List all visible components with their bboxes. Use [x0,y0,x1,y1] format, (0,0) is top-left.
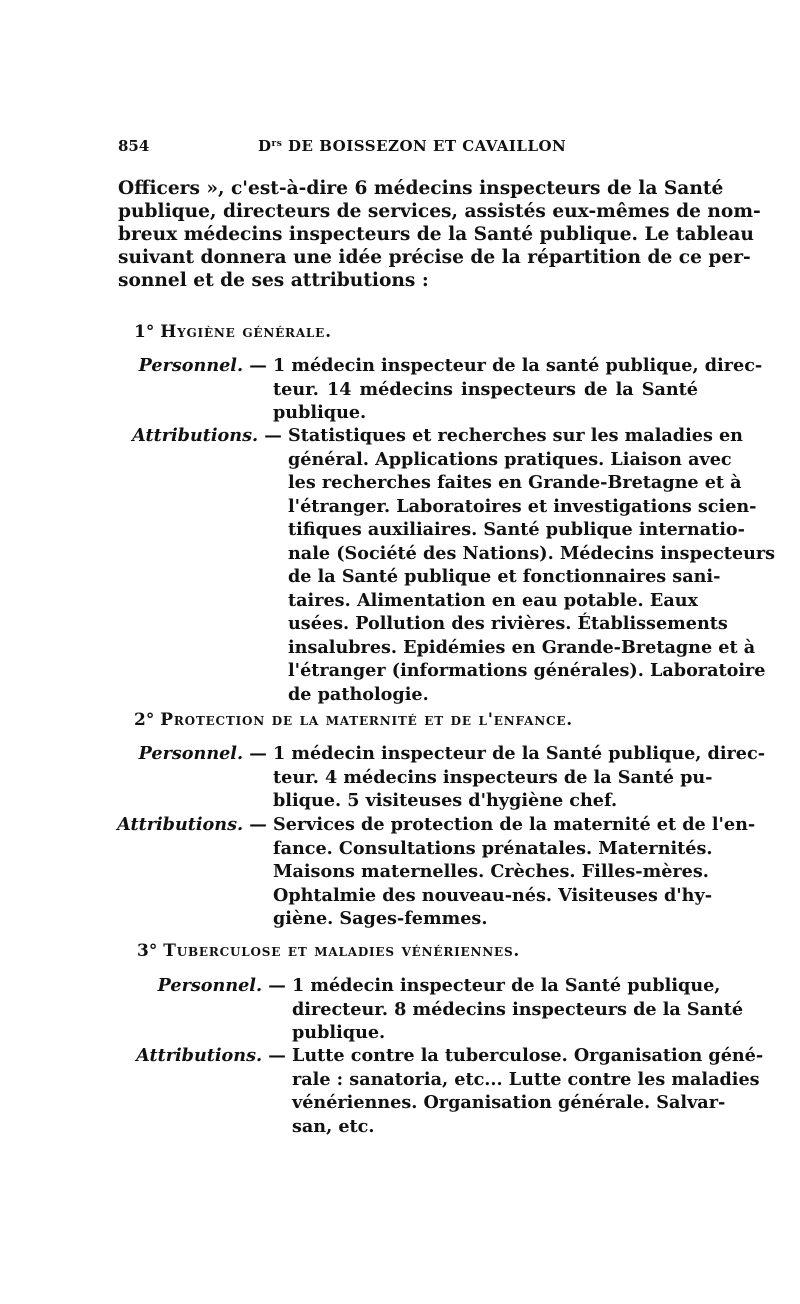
text-line: 1 médecin inspecteur de la Santé publique, [292,975,721,996]
attributions-label: Attributions. [132,425,259,446]
text-line: suivant donnera une idée précise de la répartition de ce per- [118,247,751,268]
section-heading [134,710,573,730]
text-line: insalubres. Epidémies en Grande-Bretagne et à [288,636,756,658]
text-line: Services de protection de la maternité et de l'en- [273,814,756,835]
running-title [258,137,566,155]
text-line: publique, directeurs de services, assistés eux-mêmes de nom- [118,201,761,222]
personnel-label: Personnel. [157,975,263,996]
text-line: l'étranger (informations générales). Laboratoire [288,660,766,681]
text-line: teur. 14 médecins inspecteurs de la Santé [273,378,698,400]
entry-label: Attributions. — [132,425,288,446]
text-line: Statistiques et recherches sur les maladies en [288,425,743,446]
running-head [118,137,698,159]
page-number: 854 [118,137,150,155]
text-line: 1 médecin inspecteur de la santé publique, direc- [273,355,763,376]
text-line: giène. Sages-femmes. [273,908,488,929]
text-line: de pathologie. [288,683,429,705]
text-line: fance. Consultations prénatales. Maternités. [273,837,713,859]
text-line: teur. 4 médecins inspecteurs de la Santé pu- [273,766,713,788]
entry-label: Personnel. — [138,743,273,764]
text-line: vénériennes. Organisation générale. Salvar- [292,1092,726,1113]
text-line: blique. 5 visiteuses d'hygiène chef. [273,790,618,811]
authors-prefix: D [258,137,272,155]
entry-label: Attributions. — [117,814,273,835]
attributions-label: Attributions. [136,1045,263,1066]
attributions-label: Attributions. [117,814,244,835]
entry-label: Attributions. — [136,1045,292,1066]
text-line: directeur. 8 médecins inspecteurs de la Santé [292,998,744,1020]
entry-label: Personnel. — [138,355,273,376]
text-line: taires. Alimentation en eau potable. Eaux [288,589,698,611]
text-line: Ophtalmie des nouveau-nés. Visiteuses d'hy- [273,884,713,906]
personnel-label: Personnel. [138,743,244,764]
text-line: rale : sanatoria, etc... Lutte contre les maladies [292,1068,760,1090]
text-line: publique. [273,402,367,423]
attributions-entry [117,813,756,931]
attributions-entry [136,1044,764,1138]
section-number: 3° [137,941,158,961]
text-line: l'étranger. Laboratoires et investigations scien- [288,495,757,517]
text-line: 1 médecin inspecteur de la Santé publique, direc- [273,743,766,764]
text-line: publique. [292,1022,386,1043]
intro-paragraph [118,177,761,292]
section-heading [134,322,332,342]
text-line: général. Applications pratiques. Liaison avec [288,448,732,470]
text-line: sonnel et de ses attributions : [118,270,429,291]
section-number: 1° [134,322,155,342]
section-number: 2° [134,710,155,730]
text-line: nale (Société des Nations). Médecins inspecteurs [288,542,776,564]
section-title: Protection de la maternité et de l'enfance. [160,710,574,730]
section-title: Hygiène générale. [160,322,332,342]
personnel-label: Personnel. [138,355,244,376]
attributions-entry [132,424,776,706]
entry-label: Personnel. — [157,975,292,996]
text-line: usées. Pollution des rivières. Établissements [288,613,728,634]
text-line: les recherches faites en Grande-Bretagne et à [288,472,742,493]
text-line: de la Santé publique et fonctionnaires sani- [288,566,721,587]
personnel-entry [138,742,766,813]
text-line: breux médecins inspecteurs de la Santé publique. Le tableau [118,224,754,245]
personnel-entry [157,974,744,1045]
text-line: Officers », c'est-à-dire 6 médecins inspecteurs de la Santé [118,178,724,199]
text-line: Maisons maternelles. Crèches. Filles-mères. [273,861,709,882]
personnel-entry [138,354,763,425]
authors-names: DE BOISSEZON ET CAVAILLON [282,137,567,155]
text-line: san, etc. [292,1115,375,1137]
authors-superscript: rs [271,139,283,149]
text-line: tifiques auxiliaires. Santé publique internatio- [288,519,745,540]
section-heading [137,941,520,961]
text-line: Lutte contre la tuberculose. Organisation géné- [292,1045,764,1066]
section-title: Tuberculose et maladies vénériennes. [163,941,521,961]
